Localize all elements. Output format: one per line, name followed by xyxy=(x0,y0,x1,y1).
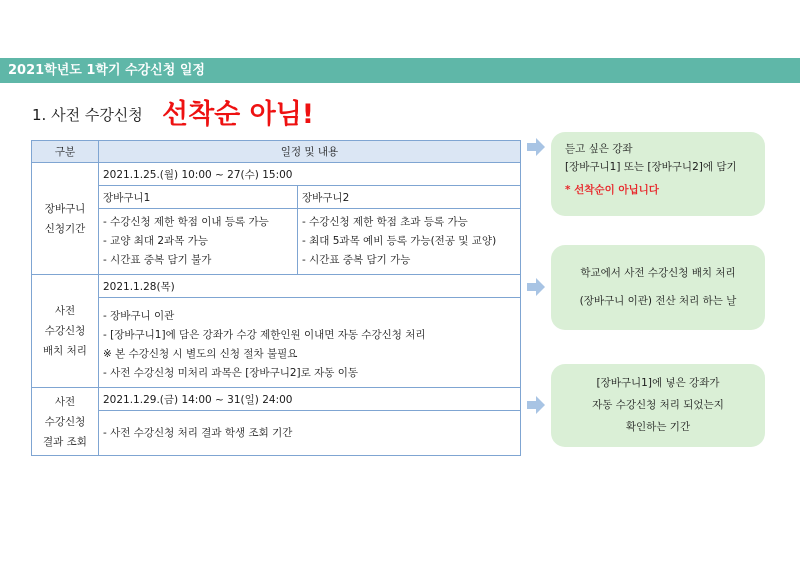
section-title: 1. 사전 수강신청 xyxy=(32,106,143,124)
results-details xyxy=(99,411,521,456)
schedule-date: 2021.1.25.(월) 10:00 ~ 27(수) 15:00 xyxy=(99,163,521,186)
table-row xyxy=(32,186,521,209)
row-label-cart-period: 장바구니 신청기간 xyxy=(32,163,99,275)
schedule-date: 2021.1.29.(금) 14:00 ~ 31(일) 24:00 xyxy=(99,388,521,411)
column-header-schedule: 일정 및 내용 xyxy=(99,141,521,163)
note-cart: 듣고 싶은 강좌 [장바구니1] 또는 [장바구니2]에 담기 * 선착순이 아닙니다 xyxy=(551,132,765,216)
header-bar xyxy=(0,58,800,83)
table-header-row xyxy=(32,141,521,163)
cart2-title: 장바구니2 xyxy=(298,186,521,209)
cart1-rules xyxy=(99,209,298,275)
page-title: 2021학년도 1학기 수강신청 일정 xyxy=(8,63,205,78)
list-item: - 시간표 중복 담기 불가 xyxy=(103,254,212,266)
table-row xyxy=(32,209,521,275)
list-item: - 교양 최대 2과목 가능 xyxy=(103,235,208,247)
section-emphasis: 선착순 아님! xyxy=(162,99,315,130)
list-item: - 사전 수강신청 처리 결과 학생 조회 기간 xyxy=(103,426,293,439)
table-row xyxy=(32,298,521,388)
list-item: ※ 본 수강신청 시 별도의 신청 절차 불필요 xyxy=(103,348,298,360)
table-row xyxy=(32,163,521,186)
row-label-batch: 사전 수강신청 배치 처리 xyxy=(32,275,99,388)
list-item: - 시간표 중복 담기 가능 xyxy=(302,254,411,266)
list-item: - [장바구니1]에 담은 강좌가 수강 제한인원 이내면 자동 수강신청 처리 xyxy=(103,329,426,341)
schedule-table xyxy=(31,140,521,456)
batch-details xyxy=(99,298,521,388)
column-header-category: 구분 xyxy=(32,141,99,163)
cart1-title: 장바구니1 xyxy=(99,186,298,209)
note-results: [장바구니1]에 넣은 강좌가 자동 수강신청 처리 되었는지 확인하는 기간 xyxy=(551,364,765,447)
note-batch: 학교에서 사전 수강신청 배치 처리 (장바구니 이관) 전산 처리 하는 날 xyxy=(551,245,765,330)
table-row xyxy=(32,411,521,456)
table-row xyxy=(32,275,521,298)
cart2-rules xyxy=(298,209,521,275)
table-row xyxy=(32,388,521,411)
list-item: - 사전 수강신청 미처리 과목은 [장바구니2]로 자동 이동 xyxy=(103,367,359,379)
list-item: - 수강신청 제한 학점 초과 등록 가능 xyxy=(302,216,468,228)
list-item: - 최대 5과목 예비 등록 가능(전공 및 교양) xyxy=(302,235,497,247)
row-label-results: 사전 수강신청 결과 조회 xyxy=(32,388,99,456)
schedule-date: 2021.1.28(목) xyxy=(99,275,521,298)
list-item: - 장바구니 이관 xyxy=(103,310,175,322)
list-item: - 수강신청 제한 학점 이내 등록 가능 xyxy=(103,216,269,228)
